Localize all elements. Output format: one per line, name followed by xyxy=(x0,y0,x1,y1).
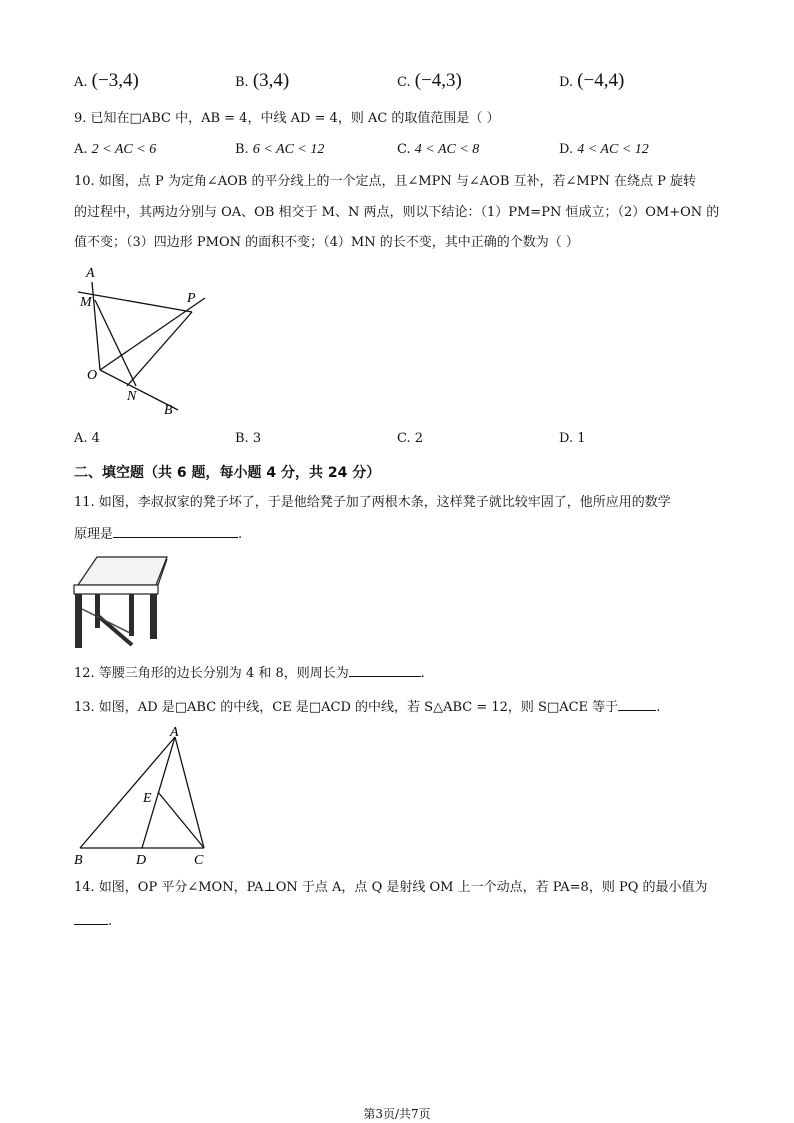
q13-label-e: E xyxy=(143,791,152,806)
q10-figure xyxy=(70,262,220,422)
q13-label-c: C xyxy=(194,853,204,868)
q9-option-d: D. 4 < AC < 12 xyxy=(559,142,649,157)
q9-option-a: A. 2 < AC < 6 xyxy=(74,142,157,157)
q10-label-p: P xyxy=(187,291,196,306)
page-footer: 第3页/共7页 xyxy=(363,1107,431,1121)
q10-line-2: 的过程中，其两边分别与 OA、OB 相交于 M、N 两点，则以下结论：（1）PM=PN 恒成立；（2）OM+ON 的 xyxy=(74,205,720,220)
q8-option-c: C. (−4,3) xyxy=(397,70,462,91)
q10-line-3: 值不变；（3）四边形 PMON 的面积不变；（4）MN 的长不变，其中正确的个数为（ ） xyxy=(74,235,579,250)
q13-answer-blank[interactable] xyxy=(618,698,656,711)
q13-text: 13. 如图，AD 是□ABC 的中线，CE 是□ACD 的中线，若 S△ABC = 12，则 S□ACE 等于 . xyxy=(74,700,661,715)
q14-line-1: 14. 如图，OP 平分∠MON，PA⊥ON 于点 A，点 Q 是射线 OM 上一个动点，若 PA=8，则 PQ 的最小值为 xyxy=(74,880,708,895)
q9-stem: 9. 已知在□ABC 中，AB = 4，中线 AD = 4，则 AC 的取值范围是（ ） xyxy=(74,111,500,126)
q8-option-d: D. (−4,4) xyxy=(559,70,625,91)
q14-line-2: . xyxy=(74,912,112,931)
q9-option-c: C. 4 < AC < 8 xyxy=(397,142,480,157)
q10-label-b: B xyxy=(164,403,173,418)
q10-option-b: B. 3 xyxy=(235,431,262,446)
q13-label-a: A xyxy=(170,725,179,740)
q9-option-b: B. 6 < AC < 12 xyxy=(235,142,325,157)
q13-label-d: D xyxy=(136,853,147,868)
q10-option-a: A. 4 xyxy=(74,431,100,446)
q14-answer-blank[interactable] xyxy=(74,912,108,925)
q8-option-a: A. (−3,4) xyxy=(74,70,139,91)
q11-line-2: 原理是 . xyxy=(74,527,243,542)
q11-stool-figure xyxy=(70,553,170,649)
q10-option-c: C. 2 xyxy=(397,431,424,446)
q8-option-b: B. (3,4) xyxy=(235,70,290,91)
q10-option-d: D. 1 xyxy=(559,431,586,446)
q10-label-n: N xyxy=(127,389,137,404)
q11-answer-blank[interactable] xyxy=(113,525,238,538)
q11-line-1: 11. 如图，李叔叔家的凳子坏了，于是他给凳子加了两根木条，这样凳子就比较牢固了，他所应用的数学 xyxy=(74,495,671,510)
section-2-title: 二、填空题（共 6 题，每小题 4 分，共 24 分） xyxy=(74,465,381,481)
q10-line-1: 10. 如图，点 P 为定角∠AOB 的平分线上的一个定点，且∠MPN 与∠AOB 互补，若∠MPN 在绕点 P 旋转 xyxy=(74,174,696,189)
q12-text: 12. 等腰三角形的边长分别为 4 和 8，则周长为 . xyxy=(74,666,425,681)
q12-answer-blank[interactable] xyxy=(349,664,421,677)
q10-label-o: O xyxy=(87,368,98,383)
q10-label-m: M xyxy=(80,295,92,310)
q13-label-b: B xyxy=(74,853,83,868)
q13-triangle-figure xyxy=(70,726,220,876)
q10-label-a: A xyxy=(86,266,95,281)
